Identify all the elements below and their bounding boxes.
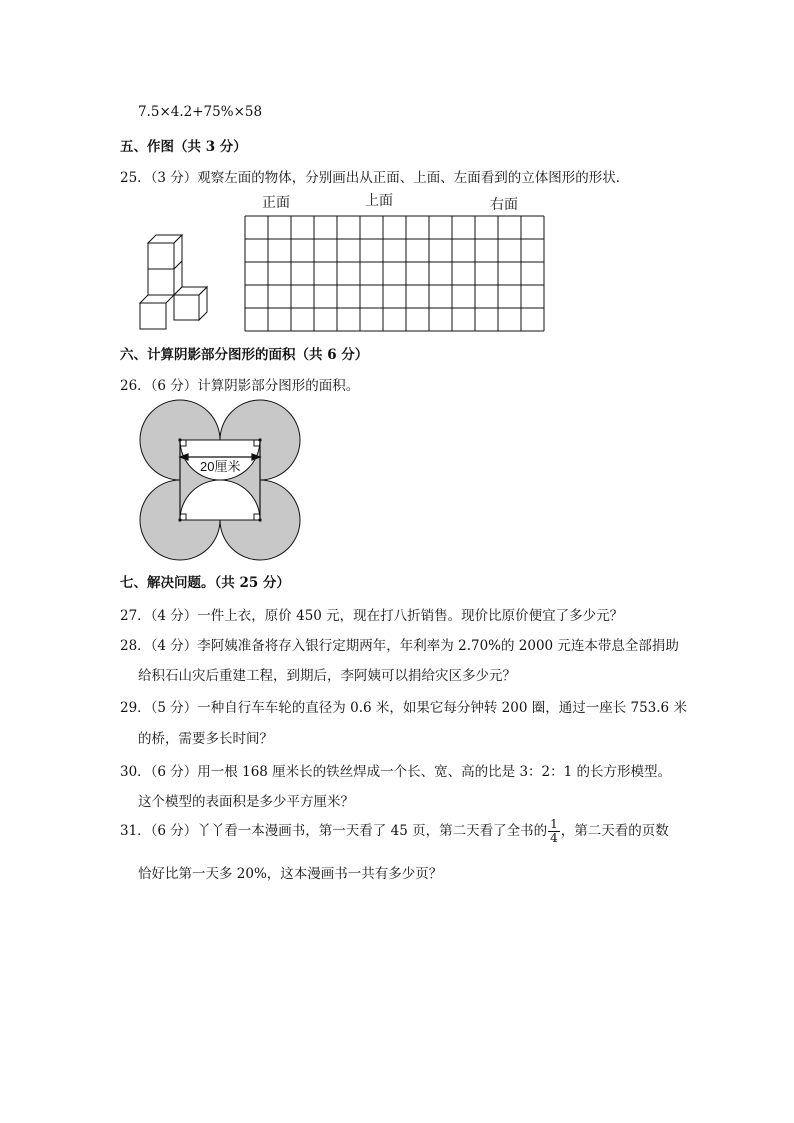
- question-31-text-b: ，第二天看的页数: [560, 823, 669, 839]
- fraction-denominator: 4: [550, 831, 558, 845]
- section7-title: 七、解决问题。（共 25 分）: [120, 575, 290, 591]
- question-26: 26．（6 分）计算阴影部分图形的面积。: [120, 378, 360, 394]
- drawing-grid: [245, 216, 544, 331]
- question-28-line2: 给积石山灾后重建工程，到期后，李阿姨可以捐给灾区多少元？: [138, 668, 516, 684]
- question-29-line1: 29．（5 分）一种自行车车轮的直径为 0.6 米，如果它每分钟转 200 圈，通过一座长 753.6 米: [120, 700, 687, 716]
- center-square: [178, 438, 261, 521]
- figure-25: [135, 188, 555, 338]
- question-30-line2: 这个模型的表面积是多少平方厘米？: [138, 794, 354, 810]
- question-31-text-a: 31．（6 分）丫丫看一本漫画书，第一天看了 45 页，第二天看了全书的: [120, 823, 548, 839]
- figure-26: [135, 397, 305, 567]
- question-25: 25．（3 分）观察左面的物体，分别画出从正面、上面、左面看到的立体图形的形状．: [120, 170, 630, 186]
- question-31-line2: 恰好比第一天多 20%，这本漫画书一共有多少页？: [138, 866, 443, 882]
- grid-label-front: 正面: [262, 194, 290, 210]
- grid-label-top: 上面: [365, 192, 393, 208]
- fraction-one-quarter: [548, 818, 560, 845]
- cube-figure: [140, 235, 207, 329]
- question-31-line1: [120, 818, 669, 845]
- fraction-numerator: 1: [550, 817, 558, 831]
- dimension-label: 20厘米: [200, 459, 241, 474]
- question-30-line1: 30．（6 分）用一根 168 厘米长的铁丝焊成一个长、宽、高的比是 3：2：1 的长方形模型。: [120, 764, 672, 780]
- section6-title: 六、计算阴影部分图形的面积（共 6 分）: [120, 347, 369, 363]
- question-29-line2: 的桥，需要多长时间？: [138, 731, 273, 747]
- question-28-line1: 28．（4 分）李阿姨准备将存入银行定期两年，年利率为 2.70%的 2000 元连本带息全部捐助: [120, 638, 679, 654]
- section5-title: 五、作图（共 3 分）: [120, 139, 247, 155]
- question-27: 27．（4 分）一件上衣，原价 450 元，现在打八折销售。现价比原价便宜了多少元？: [120, 608, 624, 624]
- expression-text: 7.5×4.2+75%×58: [138, 104, 263, 120]
- grid-label-right: 右面: [490, 196, 518, 212]
